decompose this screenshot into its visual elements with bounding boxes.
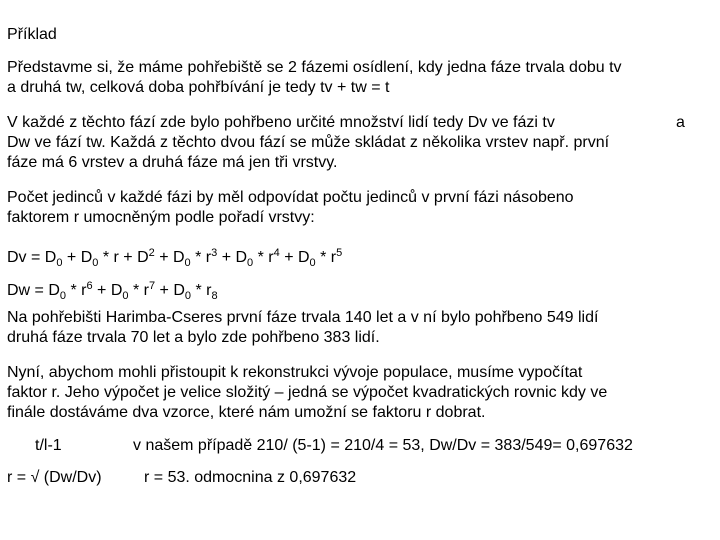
p4-line1: Na pohřebišti Harimba-Cseres první fáze trvala 140 let a v ní bylo pohřbeno 549 lidí <box>7 309 599 326</box>
formula2-left: r = √ (Dw/Dv) <box>7 469 102 486</box>
p1-line2: a druhá tw, celková doba pohřbívání je tedy tv + tw = t <box>7 79 390 96</box>
formula1-right: v našem případě 210/ (5-1) = 210/4 = 53, Dw/Dv = 383/549= 0,697632 <box>133 437 633 454</box>
equation-dv: $Dv = D_0 + D_0 * r + D^2 + D_0 * r^3 + D_0 * r^4 + D_0 * r^5$ <box>7 247 343 269</box>
p2-line2: Dw ve fází tw. Každá z těchto dvou fází se může skládat z několika vrstev např. první <box>7 134 610 151</box>
p3-line2: faktorem r umocněným podle pořadí vrstvy: <box>7 209 315 226</box>
p5-line1: Nyní, abychom mohli přistoupit k rekonstrukci vývoje populace, musíme vypočítat <box>7 364 583 381</box>
formula1-left: t/l-1 <box>35 437 62 454</box>
p2-line1: V každé z těchto fází zde bylo pohřbeno určité množství lidí tedy Dv ve fázi tv <box>7 114 555 131</box>
p5-line3: finále dostáváme dva vzorce, které nám umožní se faktoru r dobrat. <box>7 404 486 421</box>
p4-line2: druhá fáze trvala 70 let a bylo zde pohřbeno 383 lidí. <box>7 329 380 346</box>
slide-title: Příklad <box>7 26 57 43</box>
p2-line1-end: a <box>676 114 685 131</box>
equation-dw: $Dw = D_0 * r^6 + D_0 * r^7 + D_0 * r_8$ <box>7 280 218 302</box>
p5-line2: faktor r. Jeho výpočet je velice složitý – jedná se výpočet kvadratických rovnic kdy ve <box>7 384 608 401</box>
p1-line1: Představme si, že máme pohřebiště se 2 fázemi osídlení, kdy jedna fáze trvala dobu tv <box>7 59 622 76</box>
p3-line1: Počet jedinců v každé fázi by měl odpovídat počtu jedinců v první fázi násobeno <box>7 189 574 206</box>
formula2-right: r = 53. odmocnina z 0,697632 <box>144 469 357 486</box>
p2-line3: fáze má 6 vrstev a druhá fáze má jen tři vrstvy. <box>7 154 338 171</box>
